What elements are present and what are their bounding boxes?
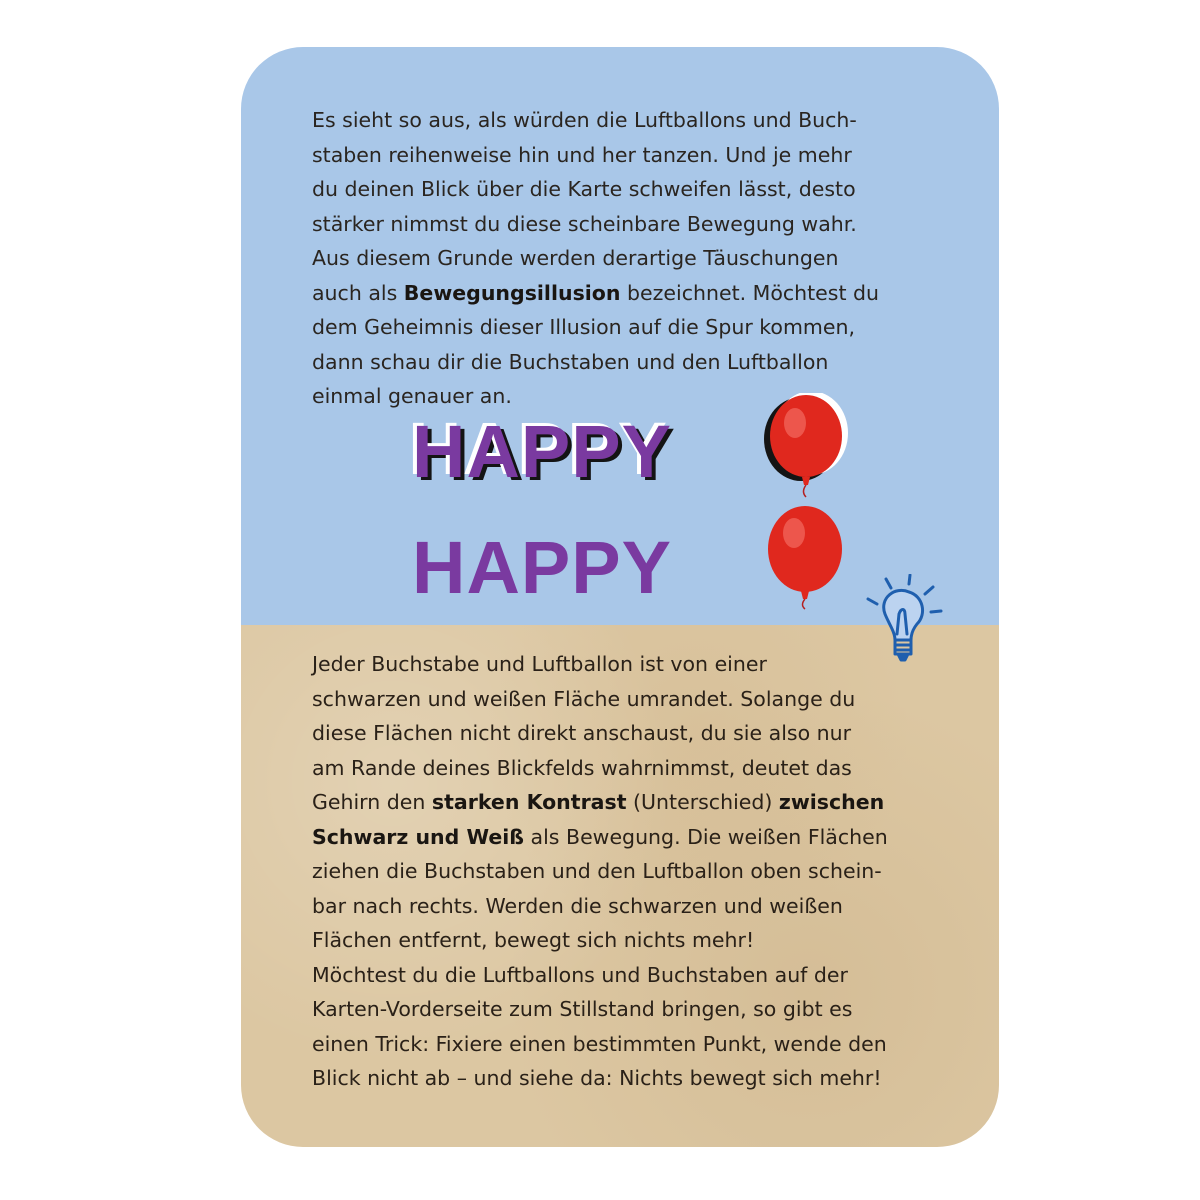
text-line: dem Geheimnis dieser Illusion auf die Spur kommen,	[312, 315, 856, 339]
text-line: Möchtest du die Luftballons und Buchstaben auf der	[312, 962, 848, 987]
text-line: diese Flächen nicht direkt anschaust, du sie also nur	[312, 721, 852, 745]
bold-term: starken Kontrast	[431, 790, 627, 814]
bold-term: zwischen	[778, 790, 885, 814]
intro-paragraph	[312, 103, 879, 414]
text-line: stärker nimmst du diese scheinbare Bewegung wahr.	[312, 211, 857, 236]
text-line: ziehen die Buchstaben und den Luftballon oben schein-	[312, 859, 882, 883]
text-line: staben reihenweise hin und her tanzen. Und je mehr	[312, 142, 852, 167]
text-fragment: auch als	[312, 280, 404, 305]
text-line	[312, 785, 888, 820]
bold-term: Bewegungsillusion	[403, 280, 621, 305]
text-line	[312, 820, 888, 855]
text-fragment: Gehirn den	[312, 790, 432, 814]
balloon-icon	[758, 393, 854, 503]
text-line: Es sieht so aus, als würden die Luftballons und Buch-	[312, 108, 857, 132]
balloon-icon	[761, 499, 851, 611]
explanation-paragraph	[312, 647, 888, 1096]
text-line	[312, 276, 879, 311]
happy-word-illusion: HAPPY	[412, 410, 672, 493]
text-fragment: bezeichnet. Möchtest du	[620, 280, 880, 305]
text-line: bar nach rechts. Werden die schwarzen und weißen	[312, 893, 843, 918]
bold-term: Schwarz und Weiß	[312, 824, 525, 849]
text-line: Jeder Buchstabe und Luftballon ist von einer	[312, 652, 767, 676]
text-fragment: (Unterschied)	[626, 790, 779, 814]
happy-word-plain: HAPPY	[412, 526, 672, 609]
text-line: schwarzen und weißen Fläche umrandet. Solange du	[312, 686, 856, 711]
text-line: einmal genauer an.	[312, 384, 512, 408]
text-line: Aus diesem Grunde werden derartige Täuschungen	[312, 246, 839, 270]
text-line: einen Trick: Fixiere einen bestimmten Punkt, wende den	[312, 1031, 887, 1056]
text-line: Karten-Vorderseite zum Stillstand bringen, so gibt es	[312, 997, 853, 1021]
text-fragment: als Bewegung. Die weißen Flächen	[524, 824, 888, 849]
card-top-section	[241, 47, 999, 625]
text-line: dann schau dir die Buchstaben und den Luftballon	[312, 349, 829, 374]
info-card	[241, 47, 999, 1147]
text-line: am Rande deines Blickfelds wahrnimmst, deutet das	[312, 755, 852, 780]
text-line: Flächen entfernt, bewegt sich nichts mehr!	[312, 928, 755, 952]
text-line: du deinen Blick über die Karte schweifen lässt, desto	[312, 177, 856, 201]
text-line: Blick nicht ab – und siehe da: Nichts bewegt sich mehr!	[312, 1066, 882, 1090]
